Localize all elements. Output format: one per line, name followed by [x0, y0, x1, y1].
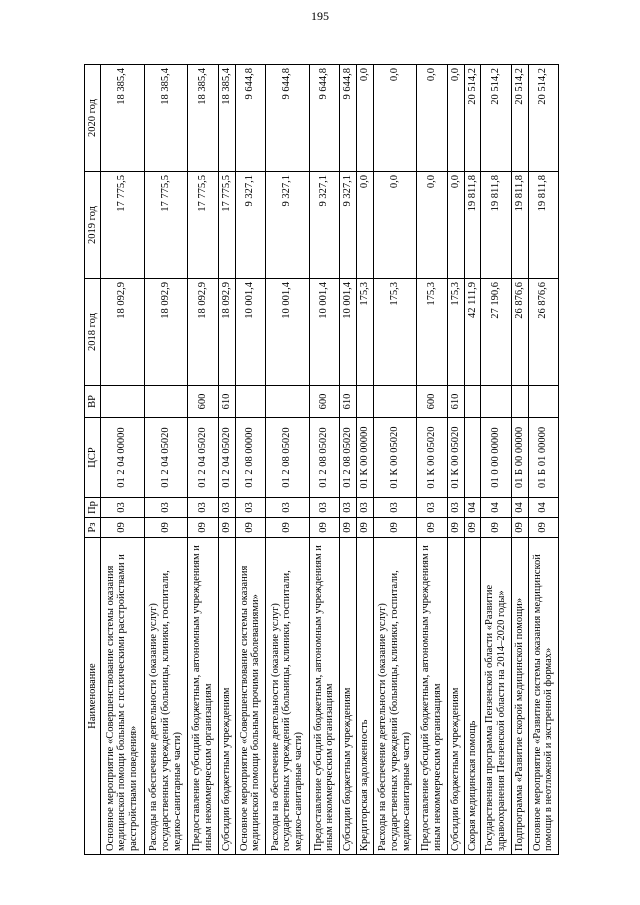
- row-vr-cell: [235, 386, 265, 418]
- row-rz-cell: 09: [218, 518, 235, 538]
- row-rz-cell: 09: [373, 518, 417, 538]
- row-rz-cell: 09: [144, 518, 188, 538]
- row-2019-cell: 19 811,8: [464, 172, 481, 279]
- row-2019-cell: 17 775,5: [101, 172, 145, 279]
- row-rz-cell: 09: [528, 518, 558, 538]
- row-name-cell: Предоставление субсидий бюджетным, автономным учреждениям и иным некоммерческим организациям: [309, 538, 339, 855]
- row-name-cell: Предоставление субсидий бюджетным, автономным учреждениям и иным некоммерческим организациям: [417, 538, 447, 855]
- row-rz-cell: 09: [447, 518, 464, 538]
- row-csr-cell: 01 К 00 05020: [417, 418, 447, 498]
- row-rz-cell: 09: [309, 518, 339, 538]
- table-row: [265, 65, 309, 855]
- page-number: 195: [311, 9, 329, 23]
- row-2020-cell: 0,0: [417, 65, 447, 172]
- row-name-cell: Субсидии бюджетным учреждениям: [339, 538, 356, 855]
- row-vr-cell: [481, 386, 511, 418]
- table-row: [101, 65, 145, 855]
- table-row: [528, 65, 558, 855]
- table-row: [218, 65, 235, 855]
- row-csr-cell: 01 Б 00 00000: [511, 418, 528, 498]
- row-vr-cell: [528, 386, 558, 418]
- table-row: [339, 65, 356, 855]
- table-row: [188, 65, 218, 855]
- row-2019-cell: 17 775,5: [218, 172, 235, 279]
- row-2020-cell: 18 385,4: [188, 65, 218, 172]
- row-2018-cell: 18 092,9: [218, 279, 235, 386]
- row-2019-cell: 0,0: [417, 172, 447, 279]
- row-2020-cell: 18 385,4: [101, 65, 145, 172]
- row-2019-cell: 0,0: [373, 172, 417, 279]
- row-rz-cell: 09: [265, 518, 309, 538]
- row-pr-cell: 03: [101, 498, 145, 518]
- header-cell: 2020 год: [85, 65, 101, 172]
- row-2018-cell: 27 190,6: [481, 279, 511, 386]
- header-cell: Наименование: [85, 538, 101, 855]
- row-2018-cell: 175,3: [373, 279, 417, 386]
- row-name-cell: Основное мероприятие «Совершенствование системы оказания медицинской помощи больным прочими заболеваниями»: [235, 538, 265, 855]
- row-2018-cell: 10 001,4: [339, 279, 356, 386]
- row-2020-cell: 9 644,8: [339, 65, 356, 172]
- row-2018-cell: 10 001,4: [309, 279, 339, 386]
- row-2020-cell: 20 514,2: [528, 65, 558, 172]
- row-pr-cell: 03: [144, 498, 188, 518]
- row-2019-cell: 19 811,8: [481, 172, 511, 279]
- row-name-cell: Основное мероприятие «Развитие системы оказания медицинской помощи в неотложной и экстренной формах»: [528, 538, 558, 855]
- header-cell: ЦСР: [85, 418, 101, 498]
- row-2018-cell: 26 876,6: [511, 279, 528, 386]
- row-2019-cell: 9 327,1: [235, 172, 265, 279]
- table-row: [417, 65, 447, 855]
- row-vr-cell: [144, 386, 188, 418]
- row-pr-cell: 03: [356, 498, 373, 518]
- row-2018-cell: 175,3: [356, 279, 373, 386]
- row-2020-cell: 9 644,8: [309, 65, 339, 172]
- row-pr-cell: 03: [235, 498, 265, 518]
- row-rz-cell: 09: [417, 518, 447, 538]
- row-vr-cell: 610: [218, 386, 235, 418]
- table-row: [235, 65, 265, 855]
- row-rz-cell: 09: [464, 518, 481, 538]
- row-2019-cell: 9 327,1: [265, 172, 309, 279]
- header-cell: Пр: [85, 498, 101, 518]
- row-vr-cell: [511, 386, 528, 418]
- row-2019-cell: 9 327,1: [339, 172, 356, 279]
- table-header-row: [85, 65, 101, 855]
- row-vr-cell: [373, 386, 417, 418]
- row-name-cell: Государственная программа Пензенской области «Развитие здравоохранения Пензенской области на 2014–2020 годы»: [481, 538, 511, 855]
- header-cell: Рз: [85, 518, 101, 538]
- row-csr-cell: 01 Б 01 00000: [528, 418, 558, 498]
- row-pr-cell: 03: [373, 498, 417, 518]
- rotated-table-container: [84, 65, 559, 855]
- row-vr-cell: 600: [309, 386, 339, 418]
- row-rz-cell: 09: [188, 518, 218, 538]
- row-2020-cell: 0,0: [373, 65, 417, 172]
- row-2020-cell: 20 514,2: [511, 65, 528, 172]
- row-2019-cell: 0,0: [356, 172, 373, 279]
- row-pr-cell: 03: [417, 498, 447, 518]
- row-csr-cell: 01 К 00 00000: [356, 418, 373, 498]
- header-cell: ВР: [85, 386, 101, 418]
- table-row: [511, 65, 528, 855]
- row-2019-cell: 17 775,5: [144, 172, 188, 279]
- row-vr-cell: [101, 386, 145, 418]
- row-pr-cell: 04: [481, 498, 511, 518]
- header-cell: 2018 год: [85, 279, 101, 386]
- row-csr-cell: 01 2 08 05020: [309, 418, 339, 498]
- row-2019-cell: 19 811,8: [528, 172, 558, 279]
- row-csr-cell: 01 2 04 05020: [188, 418, 218, 498]
- row-2018-cell: 18 092,9: [188, 279, 218, 386]
- row-vr-cell: [464, 386, 481, 418]
- table-row: [356, 65, 373, 855]
- row-name-cell: Расходы на обеспечение деятельности (оказание услуг) государственных учреждений (больницы, клиники, госпитали, медико-санитарные части): [265, 538, 309, 855]
- row-name-cell: Кредиторская задолженность: [356, 538, 373, 855]
- row-2020-cell: 18 385,4: [218, 65, 235, 172]
- row-2018-cell: 26 876,6: [528, 279, 558, 386]
- table-body: [101, 65, 559, 855]
- row-csr-cell: 01 2 04 00000: [101, 418, 145, 498]
- row-pr-cell: 03: [309, 498, 339, 518]
- row-csr-cell: 01 К 00 05020: [373, 418, 417, 498]
- row-csr-cell: 01 0 00 00000: [481, 418, 511, 498]
- row-pr-cell: 03: [218, 498, 235, 518]
- table-row: [373, 65, 417, 855]
- row-csr-cell: 01 2 08 05020: [339, 418, 356, 498]
- row-name-cell: Предоставление субсидий бюджетным, автономным учреждениям и иным некоммерческим организациям: [188, 538, 218, 855]
- table-row: [309, 65, 339, 855]
- row-csr-cell: 01 К 00 05020: [447, 418, 464, 498]
- row-rz-cell: 09: [101, 518, 145, 538]
- row-csr-cell: 01 2 08 00000: [235, 418, 265, 498]
- row-pr-cell: 03: [188, 498, 218, 518]
- row-2019-cell: 17 775,5: [188, 172, 218, 279]
- row-rz-cell: 09: [235, 518, 265, 538]
- header-cell: 2019 год: [85, 172, 101, 279]
- row-2019-cell: 9 327,1: [309, 172, 339, 279]
- row-2018-cell: 18 092,9: [144, 279, 188, 386]
- row-vr-cell: 610: [447, 386, 464, 418]
- row-2020-cell: 18 385,4: [144, 65, 188, 172]
- row-csr-cell: [464, 418, 481, 498]
- row-2018-cell: 175,3: [417, 279, 447, 386]
- row-vr-cell: [356, 386, 373, 418]
- row-vr-cell: [265, 386, 309, 418]
- row-2018-cell: 175,3: [447, 279, 464, 386]
- row-2020-cell: 9 644,8: [235, 65, 265, 172]
- row-pr-cell: 04: [528, 498, 558, 518]
- row-pr-cell: 04: [511, 498, 528, 518]
- row-csr-cell: 01 2 04 05020: [144, 418, 188, 498]
- row-name-cell: Расходы на обеспечение деятельности (оказание услуг) государственных учреждений (больницы, клиники, госпитали, медико-санитарные части): [144, 538, 188, 855]
- row-rz-cell: 09: [481, 518, 511, 538]
- row-2018-cell: 10 001,4: [265, 279, 309, 386]
- row-vr-cell: 610: [339, 386, 356, 418]
- row-2020-cell: 0,0: [447, 65, 464, 172]
- row-csr-cell: 01 2 08 05020: [265, 418, 309, 498]
- row-name-cell: Расходы на обеспечение деятельности (оказание услуг) государственных учреждений (больницы, клиники, госпитали, медико-санитарные части): [373, 538, 417, 855]
- row-pr-cell: 04: [464, 498, 481, 518]
- row-name-cell: Основное мероприятие «Совершенствование системы оказания медицинской помощи больным с психическими расстройствами и расстройствами поведения»: [101, 538, 145, 855]
- row-2018-cell: 42 111,9: [464, 279, 481, 386]
- row-pr-cell: 03: [447, 498, 464, 518]
- row-2020-cell: 0,0: [356, 65, 373, 172]
- row-2020-cell: 9 644,8: [265, 65, 309, 172]
- row-name-cell: Субсидии бюджетным учреждениям: [218, 538, 235, 855]
- row-2020-cell: 20 514,2: [464, 65, 481, 172]
- row-pr-cell: 03: [265, 498, 309, 518]
- row-name-cell: Скорая медицинская помощь: [464, 538, 481, 855]
- budget-table: [84, 64, 559, 855]
- row-pr-cell: 03: [339, 498, 356, 518]
- row-rz-cell: 09: [511, 518, 528, 538]
- row-vr-cell: 600: [417, 386, 447, 418]
- row-2019-cell: 19 811,8: [511, 172, 528, 279]
- row-rz-cell: 09: [339, 518, 356, 538]
- row-name-cell: Подпрограмма «Развитие скорой медицинской помощи»: [511, 538, 528, 855]
- row-rz-cell: 09: [356, 518, 373, 538]
- row-vr-cell: 600: [188, 386, 218, 418]
- row-name-cell: Субсидии бюджетным учреждениям: [447, 538, 464, 855]
- row-2019-cell: 0,0: [447, 172, 464, 279]
- table-row: [481, 65, 511, 855]
- row-2018-cell: 18 092,9: [101, 279, 145, 386]
- table-row: [464, 65, 481, 855]
- row-2018-cell: 10 001,4: [235, 279, 265, 386]
- table-row: [144, 65, 188, 855]
- row-csr-cell: 01 2 04 05020: [218, 418, 235, 498]
- table-row: [447, 65, 464, 855]
- row-2020-cell: 20 514,2: [481, 65, 511, 172]
